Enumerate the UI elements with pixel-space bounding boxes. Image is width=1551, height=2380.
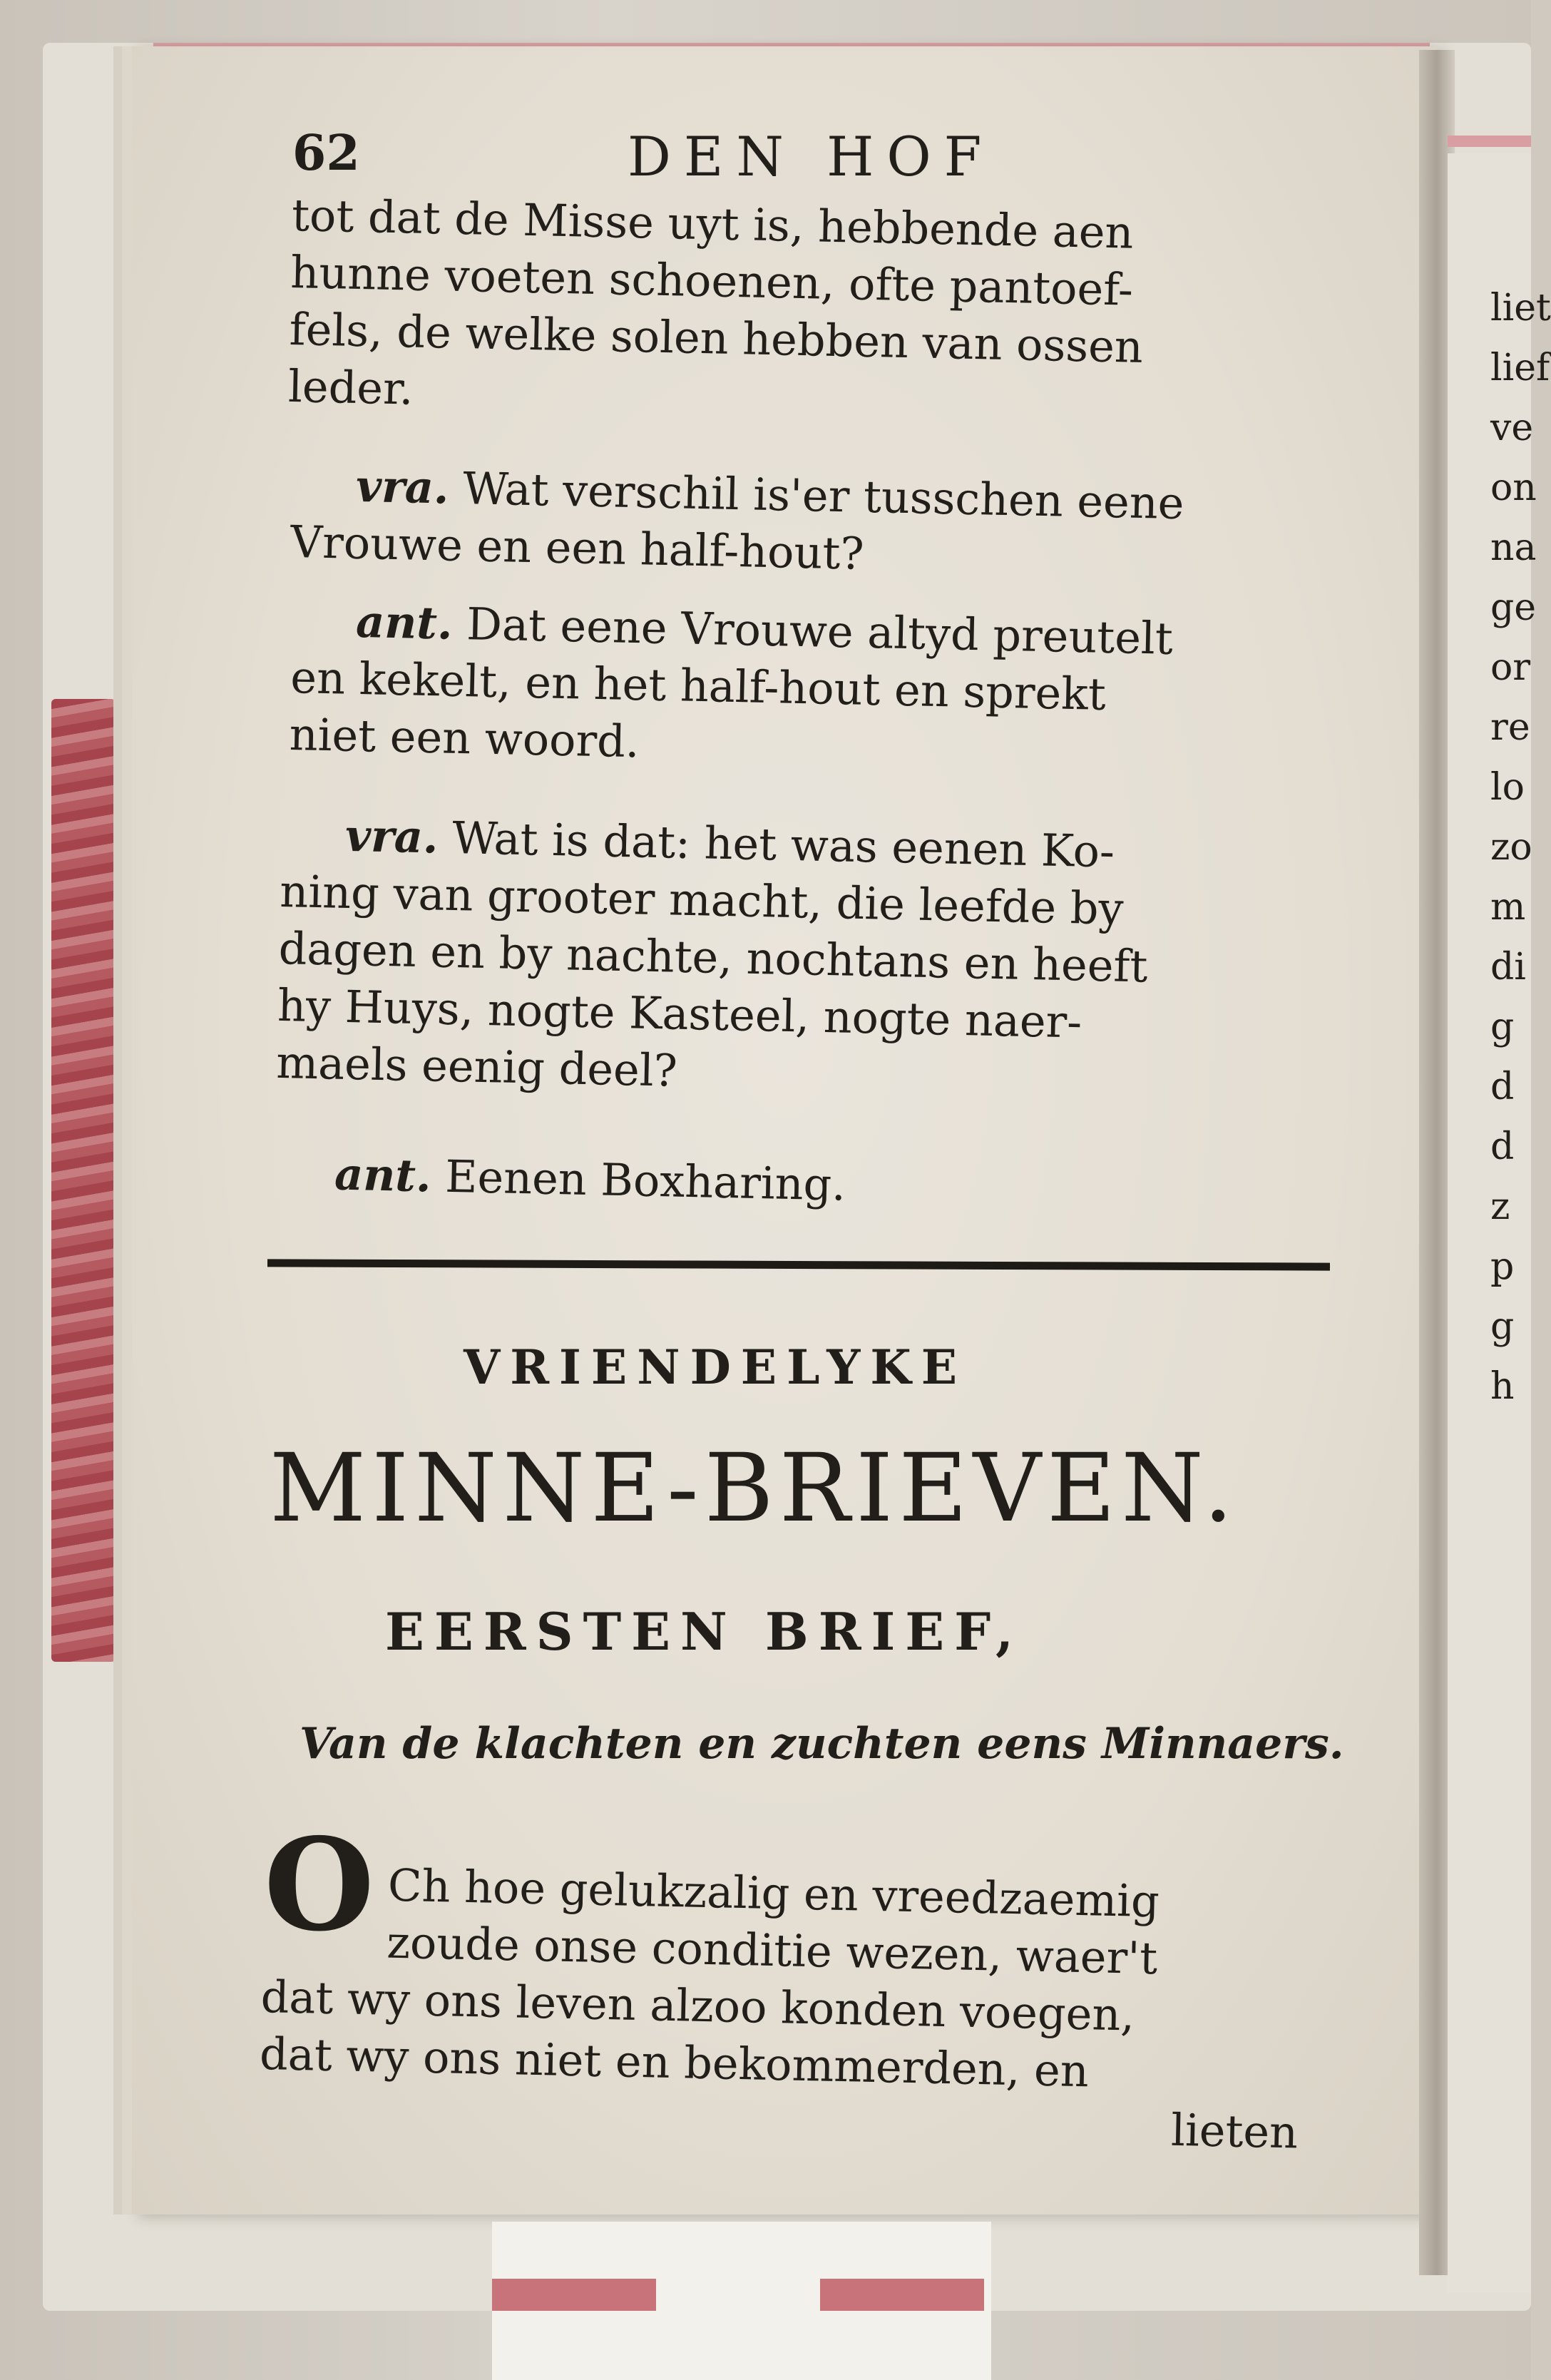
answer-label: ant. <box>334 1148 432 1202</box>
text-line: leder. <box>287 359 414 415</box>
text-line: hy Huys, nogte Kasteel, nogte naer- <box>277 979 1082 1048</box>
running-head: DEN HOF <box>628 125 995 188</box>
answer-text: Eenen Boxharing. <box>444 1150 846 1211</box>
facing-page-fragment: na <box>1490 526 1537 569</box>
facing-page-fragment: d <box>1490 1125 1515 1168</box>
facing-page-fragment: ge <box>1490 586 1537 629</box>
text-line: Ch hoe gelukzalig en vreedzaemig <box>387 1859 1160 1928</box>
facing-page-fragment: ve <box>1490 407 1534 449</box>
facing-page-fragment: g <box>1490 1305 1515 1348</box>
text-line: ning van grooter macht, die leefde by <box>279 864 1125 935</box>
drop-cap: O <box>264 1810 375 1959</box>
facing-page-fragment: h <box>1490 1365 1515 1408</box>
text-line: hunne voeten schoenen, ofte pantoef- <box>290 245 1134 316</box>
question-text: Wat is dat: het was eenen Ko- <box>451 812 1115 878</box>
facing-page-fragment: on <box>1490 466 1537 509</box>
text-line: dat wy ons niet en bekommerden, en <box>259 2027 1090 2098</box>
red-tab-left <box>492 2279 656 2311</box>
page-number: 62 <box>292 125 360 182</box>
letter-title: EERSTEN BRIEF, <box>385 1601 1024 1662</box>
text-line: fels, de welke solen hebben van ossen <box>289 302 1144 374</box>
section-title-large: MINNE-BRIEVEN. <box>270 1434 1239 1543</box>
question-paragraph <box>290 456 1185 589</box>
red-tab-right <box>820 2279 984 2311</box>
answer-paragraph <box>289 592 1174 782</box>
facing-page-fragment: p <box>1490 1245 1515 1288</box>
facing-page-fragment: zo <box>1490 826 1532 869</box>
paragraph-continuation <box>287 187 1146 433</box>
answer-text: Dat eene Vrouwe altyd preutelt <box>466 598 1174 665</box>
facing-page-fragment: liet <box>1490 287 1551 330</box>
facing-page-fragment: re <box>1490 706 1530 749</box>
red-page-edge <box>51 699 116 1662</box>
question-paragraph <box>276 806 1151 1109</box>
facing-page-fragment: or <box>1490 646 1531 689</box>
answer-paragraph <box>280 1145 846 1214</box>
question-label: vra. <box>355 459 450 514</box>
letter-body <box>258 1854 1304 2161</box>
text-line: dat wy ons leven alzoo konden voegen, <box>260 1970 1135 2041</box>
question-label: vra. <box>344 809 439 864</box>
facing-page-fragment: lief <box>1490 347 1550 389</box>
section-title-small: VRIENDELYKE <box>464 1339 968 1395</box>
facing-page-edge <box>1448 136 1531 147</box>
facing-page-fragment: g <box>1490 1006 1515 1048</box>
text-line: Vrouwe en een half-hout? <box>290 515 865 580</box>
text-line: maels eenig deel? <box>275 1036 678 1097</box>
letter-subtitle: Van de klachten en zuchten eens Minnaers. <box>300 1719 1344 1769</box>
answer-label: ant. <box>355 595 454 650</box>
page-header <box>292 125 1291 196</box>
facing-page-fragment: m <box>1490 886 1526 929</box>
text-line: en kekelt, en het half-hout en sprekt <box>290 650 1107 720</box>
question-text: Wat verschil is'er tusschen eene <box>462 462 1185 530</box>
text-line: niet een woord. <box>289 708 640 768</box>
facing-page-fragment: d <box>1490 1066 1515 1108</box>
facing-page-fragment: z <box>1490 1185 1510 1228</box>
text-line: zoude onse conditie wezen, waer't <box>386 1916 1158 1985</box>
facing-page-fragment: di <box>1490 946 1526 989</box>
text-line: tot dat de Misse uyt is, hebbende aen <box>291 188 1135 259</box>
facing-page-fragment: lo <box>1490 766 1525 809</box>
text-line <box>280 1145 846 1214</box>
facing-page-fragments <box>1490 278 1551 1416</box>
text-line: dagen en by nachte, nochtans en heeft <box>278 921 1149 993</box>
catchword: lieten <box>1170 2103 1299 2159</box>
